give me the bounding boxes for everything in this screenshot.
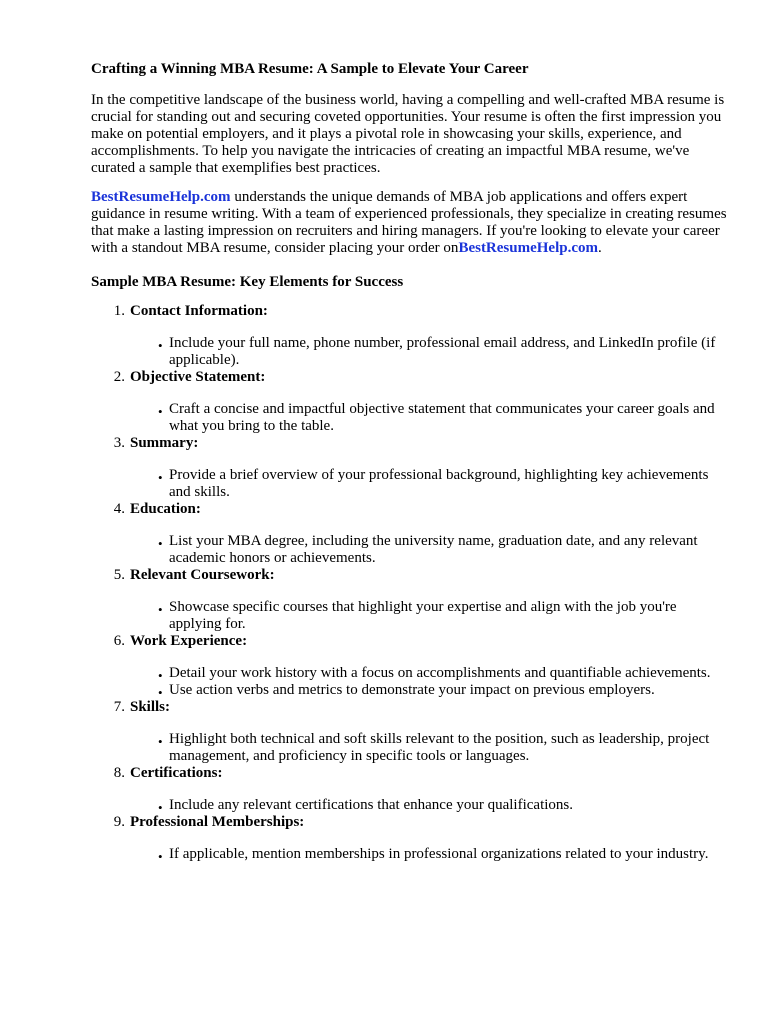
key-elements-list	[91, 303, 731, 863]
document-page	[91, 61, 731, 863]
item-title: Certifications:	[130, 765, 223, 781]
bullet-text: Showcase specific courses that highlight your expertise and align with the job you're applying for.	[169, 599, 677, 632]
item-title: Work Experience:	[130, 633, 248, 649]
bullet-item	[130, 665, 731, 682]
item-number: 7.	[113, 699, 125, 715]
bullet-text: Highlight both technical and soft skills relevant to the position, such as leadership, project management, and proficiency in specific tools or languages.	[169, 731, 710, 764]
section-heading: Sample MBA Resume: Key Elements for Success	[91, 274, 404, 290]
promo-end-text: .	[598, 240, 602, 256]
item-number: 3.	[113, 435, 125, 451]
item-title: Relevant Coursework:	[130, 567, 275, 583]
item-number: 5.	[113, 567, 125, 583]
bullet-list	[130, 665, 731, 699]
item-number: 8.	[113, 765, 125, 781]
list-item	[91, 633, 731, 699]
bullet-text: Provide a brief overview of your professional background, highlighting key achievements and skills.	[169, 467, 709, 500]
bullet-list	[130, 599, 731, 633]
item-title: Contact Information:	[130, 303, 268, 319]
intro-paragraph: In the competitive landscape of the business world, having a compelling and well-crafted MBA resume is crucial for standing out and securing coveted opportunities. Your resume is often the first impression you make on potential employers, and it plays a pivotal role in showcasing your skills, experience, and accomplishments. To help you navigate the intricacies of creating an impactful MBA resume, we've curated a sample that exemplifies best practices.	[91, 92, 725, 176]
list-item	[91, 765, 731, 814]
item-title: Professional Memberships:	[130, 814, 305, 830]
bullet-icon: •	[158, 470, 163, 485]
list-item	[91, 435, 731, 501]
item-title: Summary:	[130, 435, 199, 451]
list-item	[91, 369, 731, 435]
item-number: 9.	[113, 814, 125, 830]
bullet-text: If applicable, mention memberships in professional organizations related to your industry.	[169, 846, 709, 862]
list-item	[91, 567, 731, 633]
promo-paragraph	[91, 189, 731, 257]
bullet-item	[130, 335, 731, 369]
item-title: Skills:	[130, 699, 171, 715]
bullet-icon: •	[158, 404, 163, 419]
bullet-item	[130, 731, 731, 765]
bullet-text: Use action verbs and metrics to demonstrate your impact on previous employers.	[169, 682, 655, 698]
bullet-icon: •	[158, 800, 163, 815]
bullet-list	[130, 335, 731, 369]
item-number: 2.	[113, 369, 125, 385]
bullet-item	[130, 533, 731, 567]
bullet-icon: •	[158, 602, 163, 617]
item-number: 1.	[113, 303, 125, 319]
bullet-item	[130, 846, 731, 863]
bullet-list	[130, 401, 731, 435]
bullet-icon: •	[158, 734, 163, 749]
item-number: 4.	[113, 501, 125, 517]
list-item	[91, 814, 731, 863]
bestresumehelp-link[interactable]: BestResumeHelp.com	[91, 189, 231, 205]
bullet-icon: •	[158, 668, 163, 683]
bullet-item	[130, 467, 731, 501]
bullet-text: Detail your work history with a focus on accomplishments and quantifiable achievements.	[169, 665, 711, 681]
bullet-item	[130, 682, 731, 699]
bullet-list	[130, 731, 731, 765]
bullet-list	[130, 467, 731, 501]
bullet-text: Include any relevant certifications that enhance your qualifications.	[169, 797, 573, 813]
bullet-list	[130, 533, 731, 567]
promo-body-text: understands the unique demands of MBA job applications and offers expert guidance in resume writing. With a team of experienced professionals, they specialize in creating resumes that make a lasting impression on recruiters and hiring managers. If you're looking to elevate your career with a standout MBA resume, consider placing your order on	[91, 189, 727, 256]
bullet-icon: •	[158, 338, 163, 353]
list-item	[91, 699, 731, 765]
bullet-item	[130, 797, 731, 814]
bullet-icon: •	[158, 849, 163, 864]
bullet-item	[130, 599, 731, 633]
bullet-list	[130, 797, 731, 814]
bullet-icon: •	[158, 536, 163, 551]
bullet-list	[130, 846, 731, 863]
list-item	[91, 303, 731, 369]
bullet-item	[130, 401, 731, 435]
bullet-text: List your MBA degree, including the university name, graduation date, and any relevant academic honors or achievements.	[169, 533, 698, 566]
page-title: Crafting a Winning MBA Resume: A Sample to Elevate Your Career	[91, 61, 529, 77]
bestresumehelp-order-link[interactable]: BestResumeHelp.com	[458, 240, 598, 256]
list-item	[91, 501, 731, 567]
bullet-text: Craft a concise and impactful objective statement that communicates your career goals and what you bring to the table.	[169, 401, 715, 434]
item-title: Objective Statement:	[130, 369, 266, 385]
item-number: 6.	[113, 633, 125, 649]
bullet-icon: •	[158, 685, 163, 700]
bullet-text: Include your full name, phone number, professional email address, and LinkedIn profile (if applicable).	[169, 335, 716, 368]
item-title: Education:	[130, 501, 201, 517]
